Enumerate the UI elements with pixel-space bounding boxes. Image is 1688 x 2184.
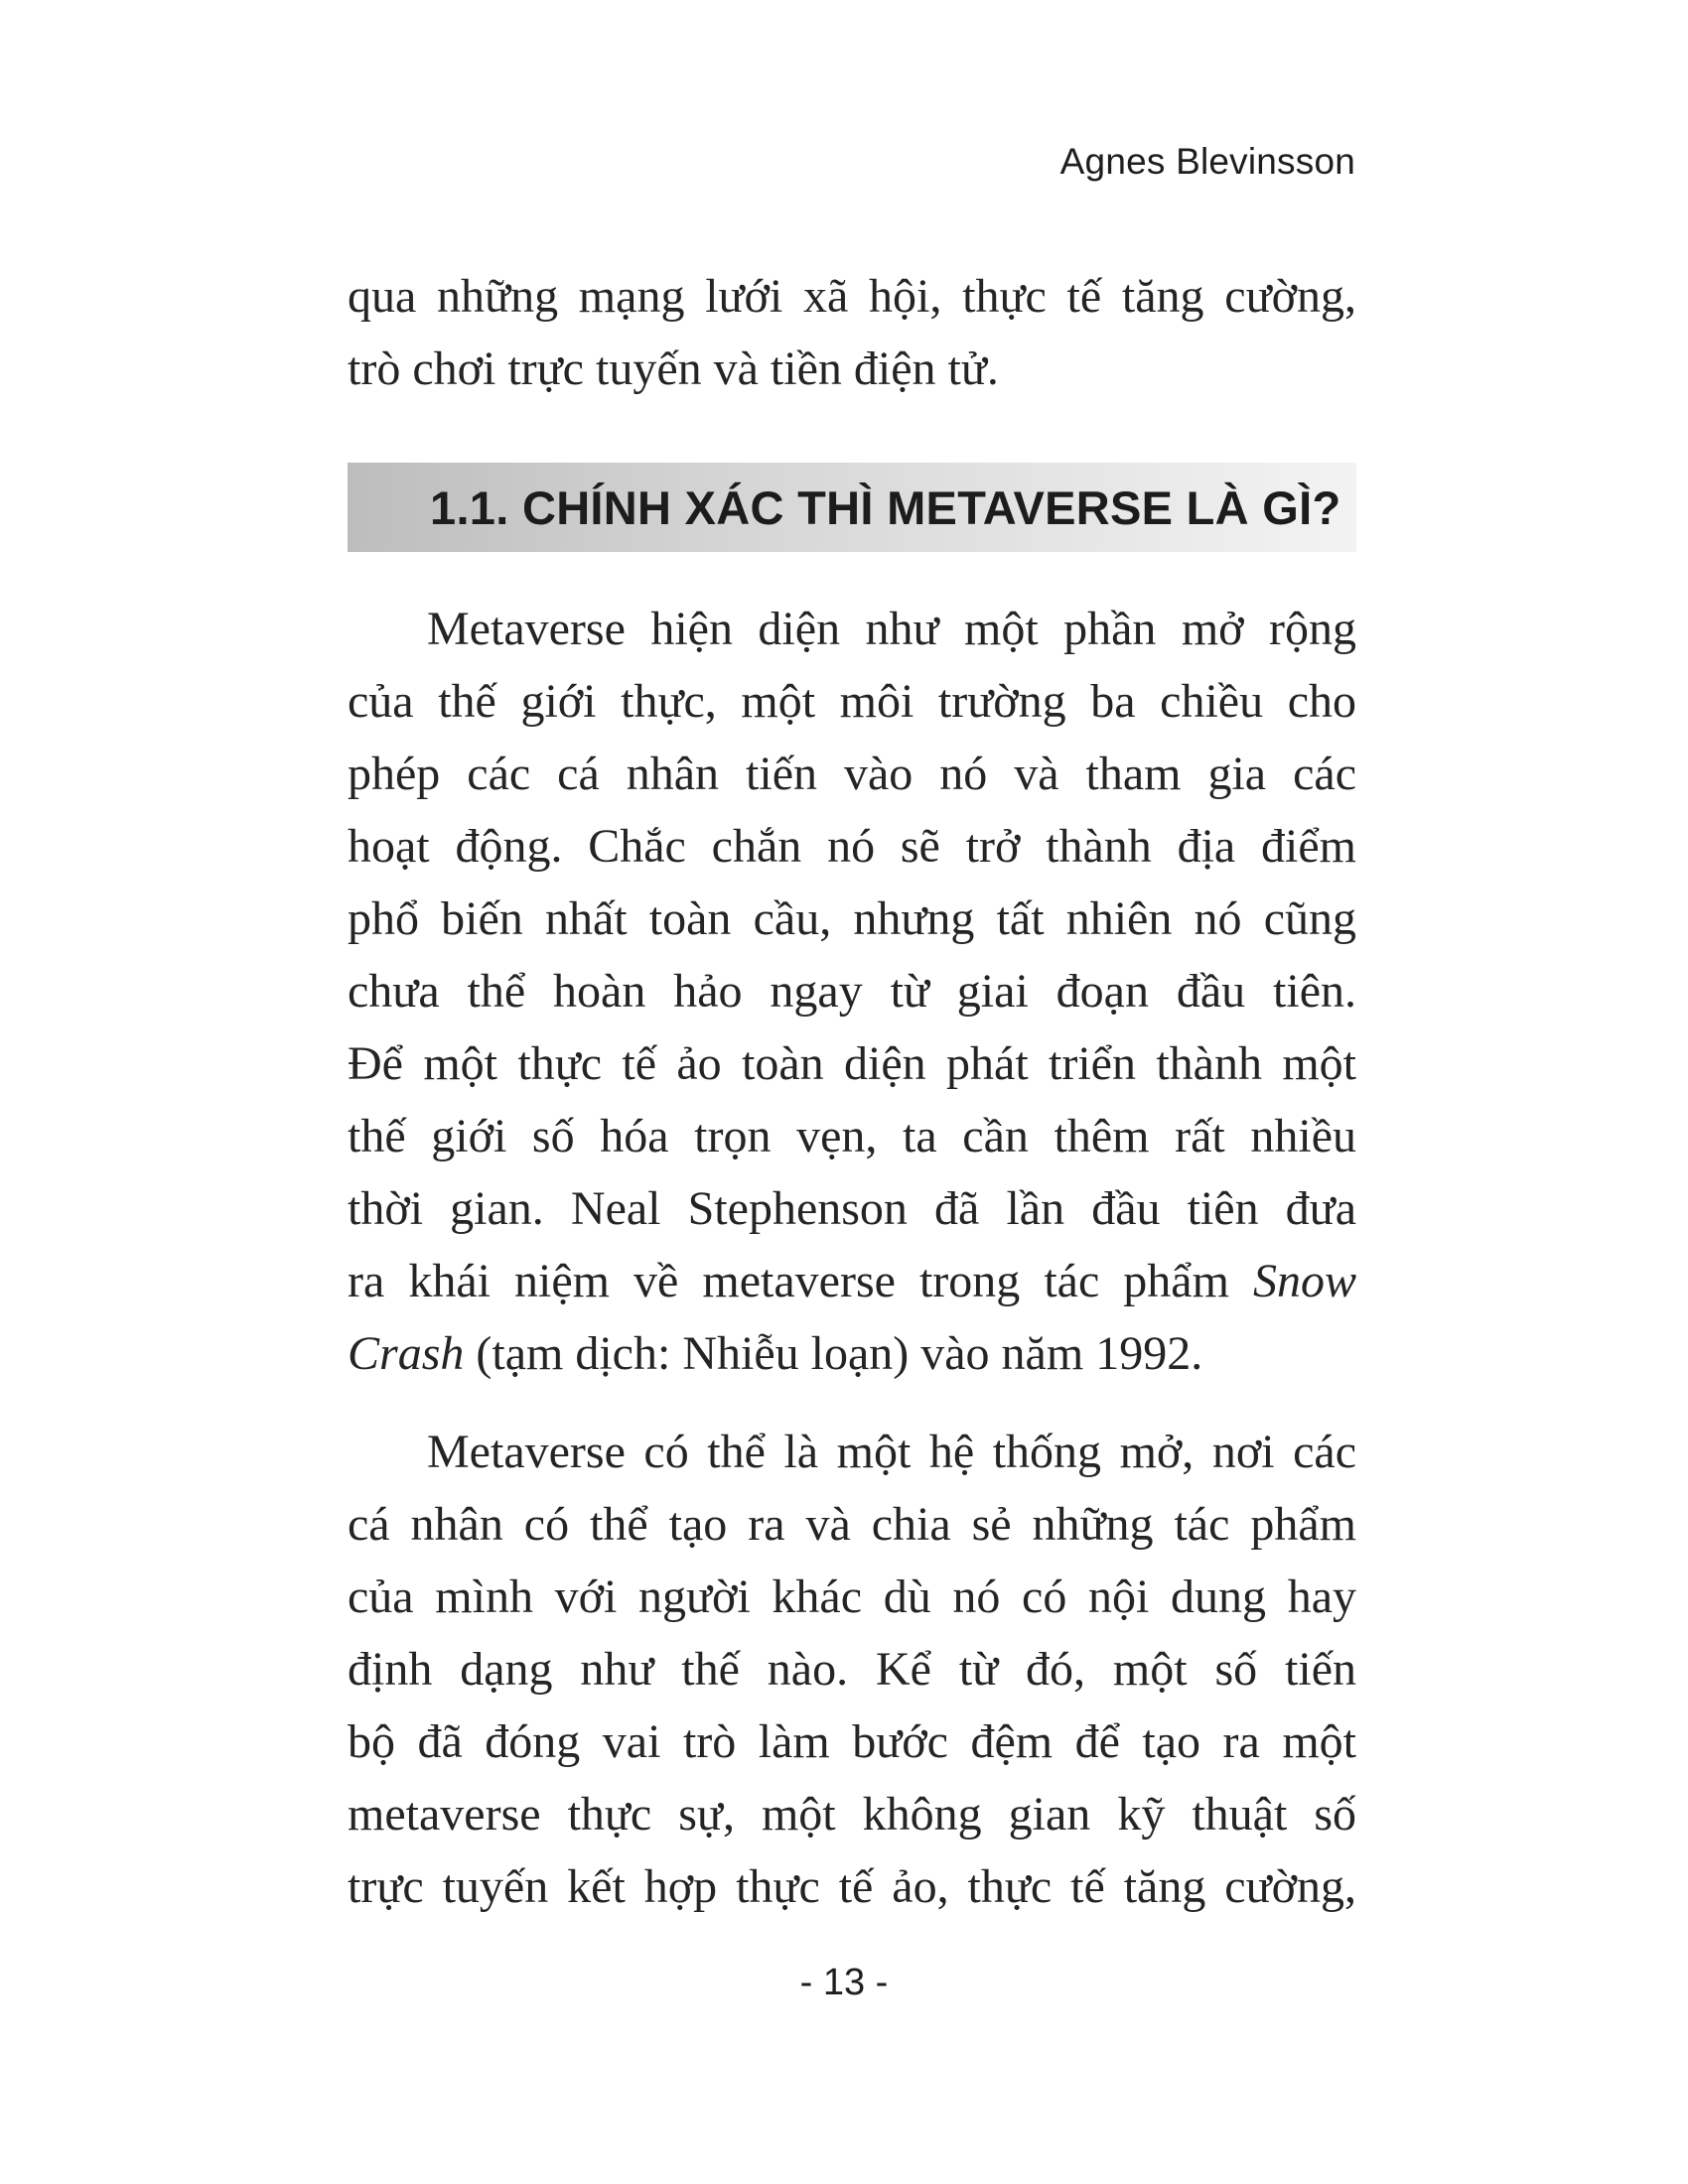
text-line: thế giới số hóa trọn vẹn, ta cần thêm rất nhiều <box>348 1110 1356 1162</box>
section-heading: 1.1. CHÍNH XÁC THÌ METAVERSE LÀ GÌ? <box>430 481 1341 534</box>
text-line <box>348 1317 1356 1390</box>
book-title-italic: Crash <box>348 1327 465 1380</box>
text-line: chưa thể hoàn hảo ngay từ giai đoạn đầu tiên. <box>348 965 1356 1018</box>
text-line: phổ biến nhất toàn cầu, nhưng tất nhiên nó cũng <box>348 892 1356 945</box>
text-line: của mình với người khác dù nó có nội dung hay <box>348 1570 1356 1623</box>
body-paragraph-2 <box>348 1416 1356 1923</box>
text-line: định dạng như thế nào. Kể từ đó, một số tiến <box>348 1643 1356 1696</box>
page-number: - 13 - <box>799 1962 889 2003</box>
text-line: bộ đã đóng vai trò làm bước đệm để tạo ra một <box>348 1715 1356 1768</box>
text-line: hoạt động. Chắc chắn nó sẽ trở thành địa điểm <box>348 820 1356 873</box>
text-segment: (tạm dịch: Nhiễu loạn) vào năm 1992. <box>464 1327 1203 1380</box>
text-segment: ra khái niệm về metaverse trong tác phẩm <box>348 1255 1253 1307</box>
running-header-author: Agnes Blevinsson <box>1059 141 1355 182</box>
text-line: của thế giới thực, một môi trường ba chiều cho <box>348 675 1356 728</box>
text-line: trực tuyến kết hợp thực tế ảo, thực tế tăng cường, <box>348 1860 1356 1913</box>
section-heading-band <box>348 463 1356 552</box>
body-paragraph-1 <box>348 593 1356 1390</box>
text-line: Để một thực tế ảo toàn diện phát triển thành một <box>348 1037 1356 1090</box>
book-title-italic: Snow <box>1252 1255 1356 1307</box>
text-line: cá nhân có thể tạo ra và chia sẻ những tác phẩm <box>348 1498 1356 1551</box>
text-line: phép các cá nhân tiến vào nó và tham gia các <box>348 748 1356 800</box>
intro-paragraph <box>348 260 1356 405</box>
text-line: trò chơi trực tuyến và tiền điện tử. <box>348 342 999 395</box>
text-line <box>348 1245 1356 1317</box>
text-line: metaverse thực sự, một không gian kỹ thuật số <box>348 1788 1356 1841</box>
text-line: Metaverse có thể là một hệ thống mở, nơi các <box>427 1426 1356 1478</box>
text-line: thời gian. Neal Stephenson đã lần đầu tiên đưa <box>348 1182 1356 1235</box>
text-line: Metaverse hiện diện như một phần mở rộng <box>427 603 1356 655</box>
text-line: qua những mạng lưới xã hội, thực tế tăng cường, <box>348 270 1356 323</box>
